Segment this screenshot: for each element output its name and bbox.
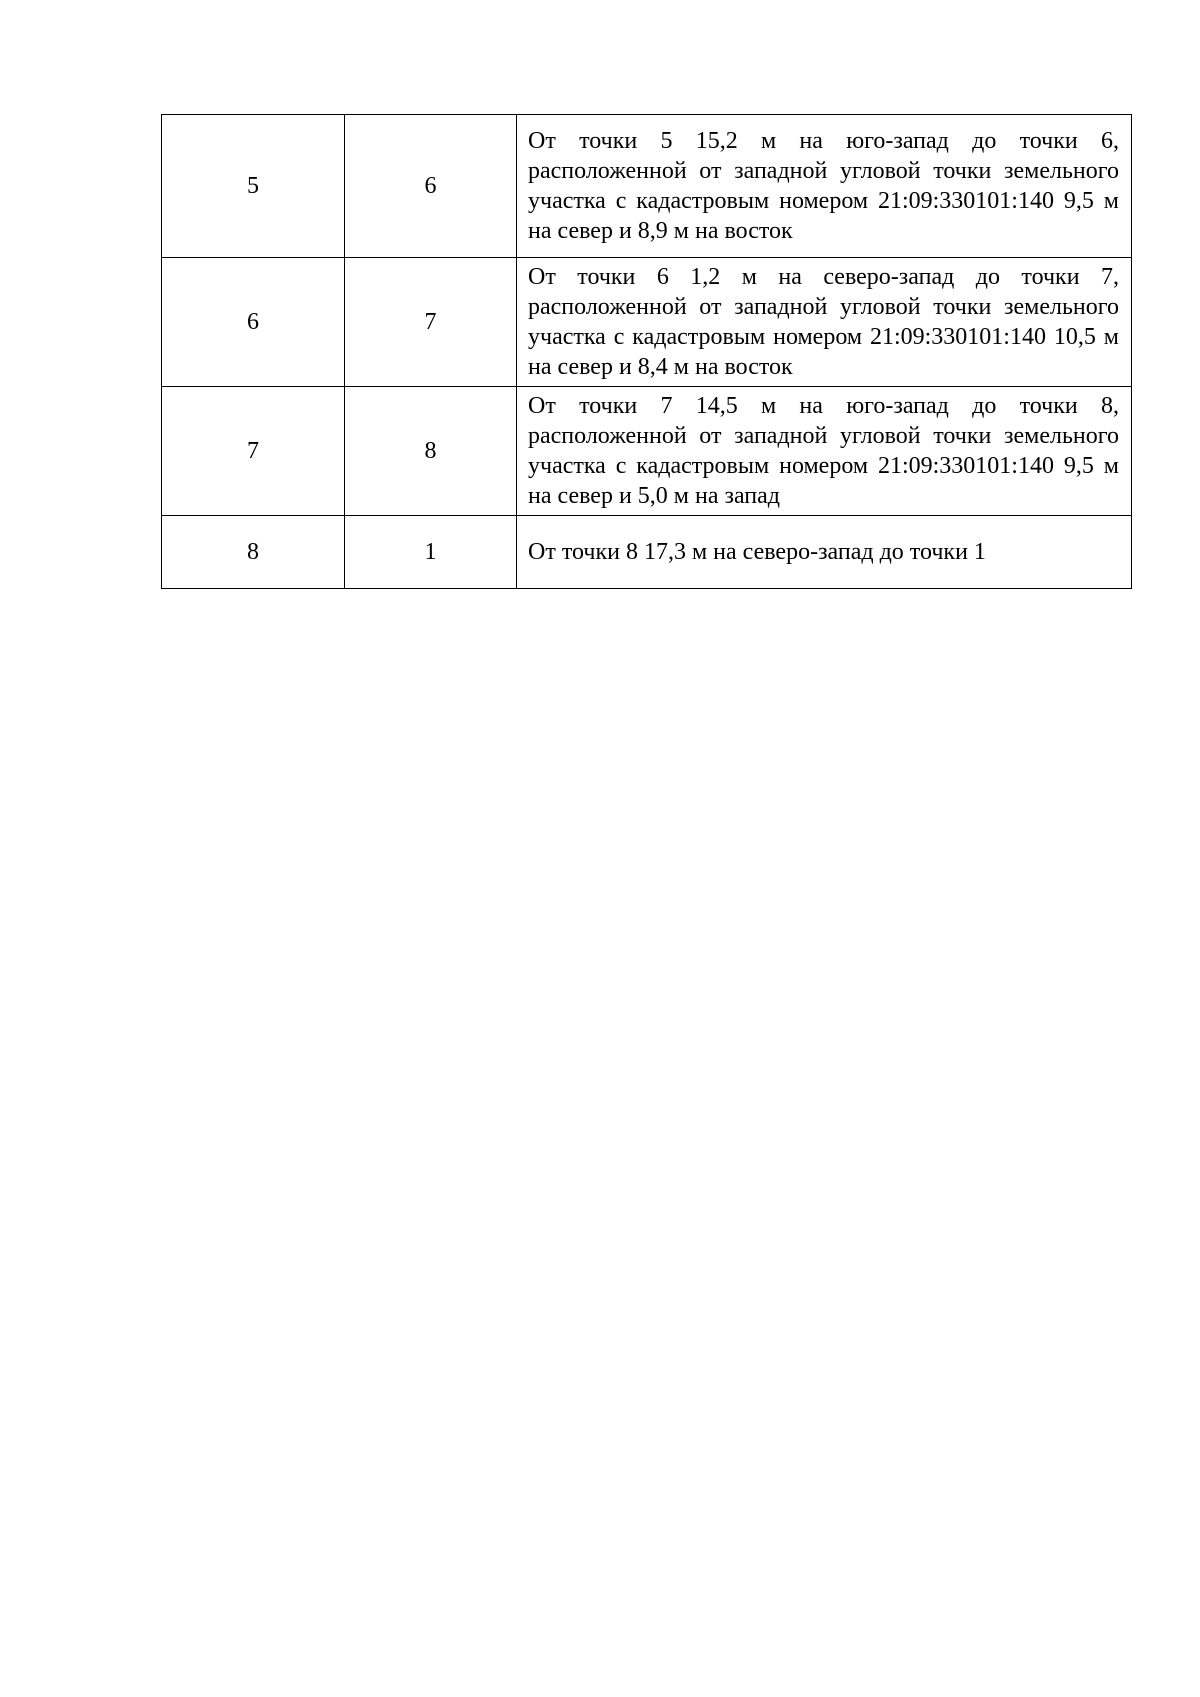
to-point-cell: 1 — [345, 516, 517, 589]
description-text: От точки 8 17,3 м на северо-запад до точки 1 — [528, 539, 986, 565]
table-row — [162, 115, 1132, 258]
table-row — [162, 516, 1132, 589]
to-point-cell: 8 — [345, 387, 517, 516]
description-text: От точки 7 14,5 м на юго-запад до точки 8, расположенной от западной угловой точки земельного участка с кадастровым номером 21:09:330101:140 9,5 м на север и 5,0 м на запад — [528, 393, 1119, 509]
table-row — [162, 258, 1132, 387]
to-point-cell: 6 — [345, 115, 517, 258]
from-point-cell: 5 — [162, 115, 345, 258]
table-row — [162, 387, 1132, 516]
description-text: От точки 6 1,2 м на северо-запад до точки 7, расположенной от западной угловой точки земельного участка с кадастровым номером 21:09:330101:140 10,5 м на север и 8,4 м на восток — [528, 264, 1119, 380]
from-point-cell: 7 — [162, 387, 345, 516]
description-text: От точки 5 15,2 м на юго-запад до точки 6, расположенной от западной угловой точки земельного участка с кадастровым номером 21:09:330101:140 9,5 м на север и 8,9 м на восток — [528, 128, 1119, 244]
description-cell — [517, 387, 1132, 516]
to-point-cell: 7 — [345, 258, 517, 387]
description-cell — [517, 258, 1132, 387]
description-cell — [517, 115, 1132, 258]
description-cell — [517, 516, 1132, 589]
from-point-cell: 6 — [162, 258, 345, 387]
boundary-description-table — [161, 114, 1132, 589]
from-point-cell: 8 — [162, 516, 345, 589]
